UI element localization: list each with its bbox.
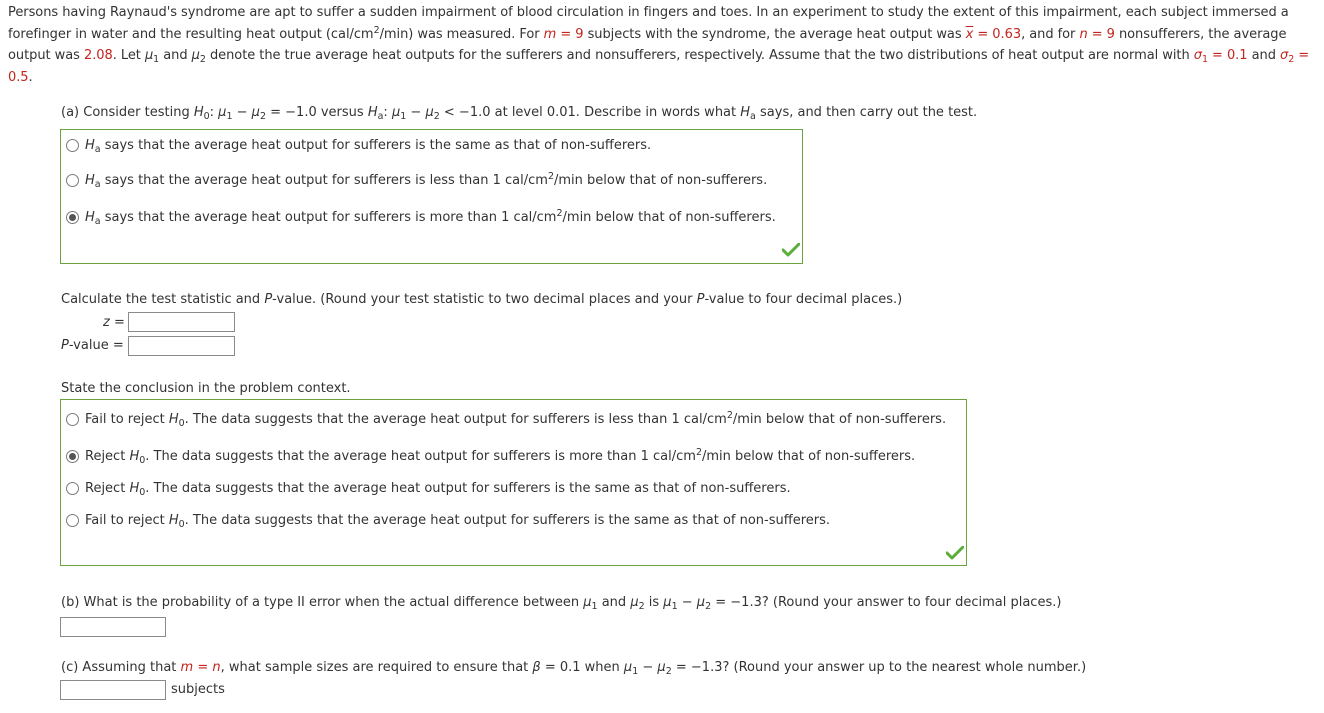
sigma2-value: $\sigma_2 = 0.5$ [8,48,1310,85]
conclusion-prompt: State the conclusion in the problem context. [61,381,351,396]
p-value-label: P-value = [61,338,124,353]
type-ii-error-input[interactable] [60,617,166,637]
p-value-input[interactable] [128,336,235,356]
calc-prompt: Calculate the test statistic and P-value. (Round your test statistic to two decimal places and your P-value to four decimal places.) [61,292,903,307]
z-input[interactable] [128,312,235,332]
ha-options-box [60,129,803,264]
part-a-question: (a) Consider testing $H_0$: $\mu_1 - \mu_2 = -1.0$ versus $H_a$: $\mu_1 - \mu_2 < -1.0$ at level 0.01. Describe in words what $H_a$ says, and then carry out the test. [61,105,978,122]
xbar-value: $\overline{x} = 0.63$ [965,26,1022,42]
ha-option-same[interactable]: $H_a$ says that the average heat output for sufferers is the same as that of non-sufferers. [66,138,651,153]
sample-size-input[interactable] [60,680,166,700]
z-label: z = [103,315,125,330]
m-value: m = 9 [543,26,584,42]
conclusion-fail-same[interactable]: Fail to reject $H_0$. The data suggests that the average heat output for sufferers is the same as that of non-sufferers. [66,513,830,528]
sigma1-value: $\sigma_1 = 0.1$ [1193,48,1248,65]
ha-option-less[interactable]: $H_a$ says that the average heat output for sufferers is less than 1 cal/$cm^2/\min$ below that of non-sufferers. [66,173,767,188]
radio-button[interactable] [66,482,79,495]
conclusion-fail-less[interactable]: Fail to reject $H_0$. The data suggests that the average heat output for sufferers is less than 1 cal/$cm^2/\min$ below that of non-sufferers. [66,412,946,427]
subjects-unit-label: subjects [171,682,225,697]
y-mean-value: 2.08 [83,48,113,63]
check-icon [782,243,800,257]
radio-button[interactable] [66,514,79,527]
n-value: n = 9 [1079,26,1115,42]
check-icon [946,546,964,560]
radio-button[interactable] [66,174,79,187]
m-equals-n: m = n [180,660,221,675]
part-c-question: (c) Assuming that m = n, what sample sizes are required to ensure that β = 0.1 when $\mu_1 - \mu_2 = -1.3$? (Round your answer up to the nearest whole number.) [61,660,1087,677]
ha-option-more[interactable]: $H_a$ says that the average heat output for sufferers is more than 1 cal/$cm^2/\min$ below that of non-sufferers. [66,210,776,225]
radio-button-selected[interactable] [66,211,79,224]
conclusion-options-box [60,399,967,566]
radio-button[interactable] [66,413,79,426]
conclusion-reject-more[interactable]: Reject $H_0$. The data suggests that the average heat output for sufferers is more than 1 cal/$cm^2/\min$ below that of non-sufferers. [66,449,915,464]
conclusion-reject-same[interactable]: Reject $H_0$. The data suggests that the average heat output for sufferers is the same as that of non-sufferers. [66,481,791,496]
problem-statement: Persons having Raynaud's syndrome are apt to suffer a sudden impairment of blood circulation in fingers and toes. In an experiment to study the extent of this impairment, each subject immersed a forefinger in water and the resulting heat output $(cal/cm^2/\min)$ was measured. For m = 9 subjects with the syndrome, the average heat output was $\overline{x} = 0.63$, and for n = 9 nonsufferers, the average output was 2.08. Let $\mu_1$ and $\mu_2$ denote the true average heat outputs for the sufferers and nonsufferers, respectively. Assume that the two distributions of heat output are normal with $\sigma_1 = 0.1$ and $\sigma_2 = 0.5$. [8,5,1310,85]
radio-button-selected[interactable] [66,450,79,463]
part-b-question: (b) What is the probability of a type II error when the actual difference between $\mu_1$ and $\mu_2$ is $\mu_1 - \mu_2 = -1.3$? (Round your answer to four decimal places.) [61,595,1062,612]
radio-button[interactable] [66,139,79,152]
